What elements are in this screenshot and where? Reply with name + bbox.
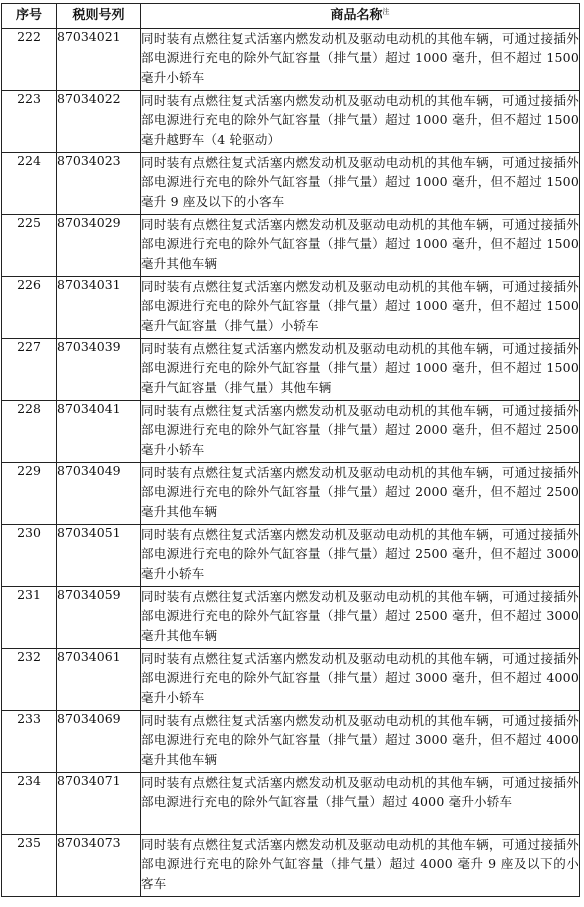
header-name-label: 商品名称 (330, 8, 383, 23)
table-row (2, 525, 580, 587)
table-row (2, 29, 580, 91)
product-name: 同时装有点燃往复式活塞内燃发动机及驱动电动机的其他车辆，可通过接插外部电源进行充电的除外气缸容量（排气量）超过 4000 毫升 9 座及以下的小客车 (141, 835, 580, 897)
product-name: 同时装有点燃往复式活塞内燃发动机及驱动电动机的其他车辆，可通过接插外部电源进行充电的除外气缸容量（排气量）超过 2500 毫升，但不超过 3000 毫升其他车辆 (141, 587, 580, 649)
tariff-code: 87034022 (57, 91, 141, 153)
tariff-code: 87034069 (57, 711, 141, 773)
tariff-table (1, 3, 580, 897)
row-number: 223 (2, 91, 57, 153)
product-name: 同时装有点燃往复式活塞内燃发动机及驱动电动机的其他车辆，可通过接插外部电源进行充电的除外气缸容量（排气量）超过 4000 毫升小轿车 (141, 773, 580, 835)
table-row (2, 711, 580, 773)
product-name: 同时装有点燃往复式活塞内燃发动机及驱动电动机的其他车辆，可通过接插外部电源进行充电的除外气缸容量（排气量）超过 1000 毫升，但不超过 1500 毫升小轿车 (141, 29, 580, 91)
row-number: 224 (2, 153, 57, 215)
row-number: 222 (2, 29, 57, 91)
table-row (2, 773, 580, 835)
row-number: 225 (2, 215, 57, 277)
row-number: 226 (2, 277, 57, 339)
header-row (2, 4, 580, 29)
header-name-note-mark: 注 (382, 7, 390, 16)
tariff-code: 87034029 (57, 215, 141, 277)
table-row (2, 91, 580, 153)
tariff-code: 87034041 (57, 401, 141, 463)
product-name: 同时装有点燃往复式活塞内燃发动机及驱动电动机的其他车辆，可通过接插外部电源进行充电的除外气缸容量（排气量）超过 2000 毫升，但不超过 2500 毫升其他车辆 (141, 463, 580, 525)
tariff-code: 87034049 (57, 463, 141, 525)
table-row (2, 649, 580, 711)
table-row (2, 153, 580, 215)
tariff-code: 87034031 (57, 277, 141, 339)
product-name: 同时装有点燃往复式活塞内燃发动机及驱动电动机的其他车辆，可通过接插外部电源进行充电的除外气缸容量（排气量）超过 1000 毫升，但不超过 1500 毫升气缸容量（排气量）小轿车 (141, 277, 580, 339)
product-name: 同时装有点燃往复式活塞内燃发动机及驱动电动机的其他车辆，可通过接插外部电源进行充电的除外气缸容量（排气量）超过 2500 毫升，但不超过 3000 毫升小轿车 (141, 525, 580, 587)
table-body (2, 29, 580, 897)
table-row (2, 835, 580, 897)
row-number: 231 (2, 587, 57, 649)
product-name: 同时装有点燃往复式活塞内燃发动机及驱动电动机的其他车辆，可通过接插外部电源进行充电的除外气缸容量（排气量）超过 1000 毫升，但不超过 1500 毫升其他车辆 (141, 215, 580, 277)
table-row (2, 587, 580, 649)
product-name: 同时装有点燃往复式活塞内燃发动机及驱动电动机的其他车辆，可通过接插外部电源进行充电的除外气缸容量（排气量）超过 1000 毫升，但不超过 1500 毫升越野车（4 轮驱动） (141, 91, 580, 153)
row-number: 233 (2, 711, 57, 773)
row-number: 235 (2, 835, 57, 897)
header-no: 序号 (2, 4, 57, 29)
tariff-code: 87034039 (57, 339, 141, 401)
table-row (2, 339, 580, 401)
row-number: 228 (2, 401, 57, 463)
row-number: 232 (2, 649, 57, 711)
tariff-code: 87034073 (57, 835, 141, 897)
table-row (2, 215, 580, 277)
table-row (2, 277, 580, 339)
tariff-code: 87034021 (57, 29, 141, 91)
tariff-code: 87034023 (57, 153, 141, 215)
product-name: 同时装有点燃往复式活塞内燃发动机及驱动电动机的其他车辆，可通过接插外部电源进行充电的除外气缸容量（排气量）超过 1000 毫升，但不超过 1500 毫升 9 座及以下的小客车 (141, 153, 580, 215)
tariff-code: 87034051 (57, 525, 141, 587)
tariff-code: 87034071 (57, 773, 141, 835)
tariff-code: 87034059 (57, 587, 141, 649)
table-row (2, 463, 580, 525)
product-name: 同时装有点燃往复式活塞内燃发动机及驱动电动机的其他车辆，可通过接插外部电源进行充电的除外气缸容量（排气量）超过 2000 毫升，但不超过 2500 毫升小轿车 (141, 401, 580, 463)
row-number: 229 (2, 463, 57, 525)
product-name: 同时装有点燃往复式活塞内燃发动机及驱动电动机的其他车辆，可通过接插外部电源进行充电的除外气缸容量（排气量）超过 3000 毫升，但不超过 4000 毫升小轿车 (141, 649, 580, 711)
header-code: 税则号列 (57, 4, 141, 29)
product-name: 同时装有点燃往复式活塞内燃发动机及驱动电动机的其他车辆，可通过接插外部电源进行充电的除外气缸容量（排气量）超过 1000 毫升，但不超过 1500 毫升气缸容量（排气量）其他车辆 (141, 339, 580, 401)
header-name (141, 4, 580, 29)
tariff-code: 87034061 (57, 649, 141, 711)
product-name: 同时装有点燃往复式活塞内燃发动机及驱动电动机的其他车辆，可通过接插外部电源进行充电的除外气缸容量（排气量）超过 3000 毫升，但不超过 4000 毫升其他车辆 (141, 711, 580, 773)
table-row (2, 401, 580, 463)
row-number: 227 (2, 339, 57, 401)
row-number: 230 (2, 525, 57, 587)
row-number: 234 (2, 773, 57, 835)
table-header (2, 4, 580, 29)
